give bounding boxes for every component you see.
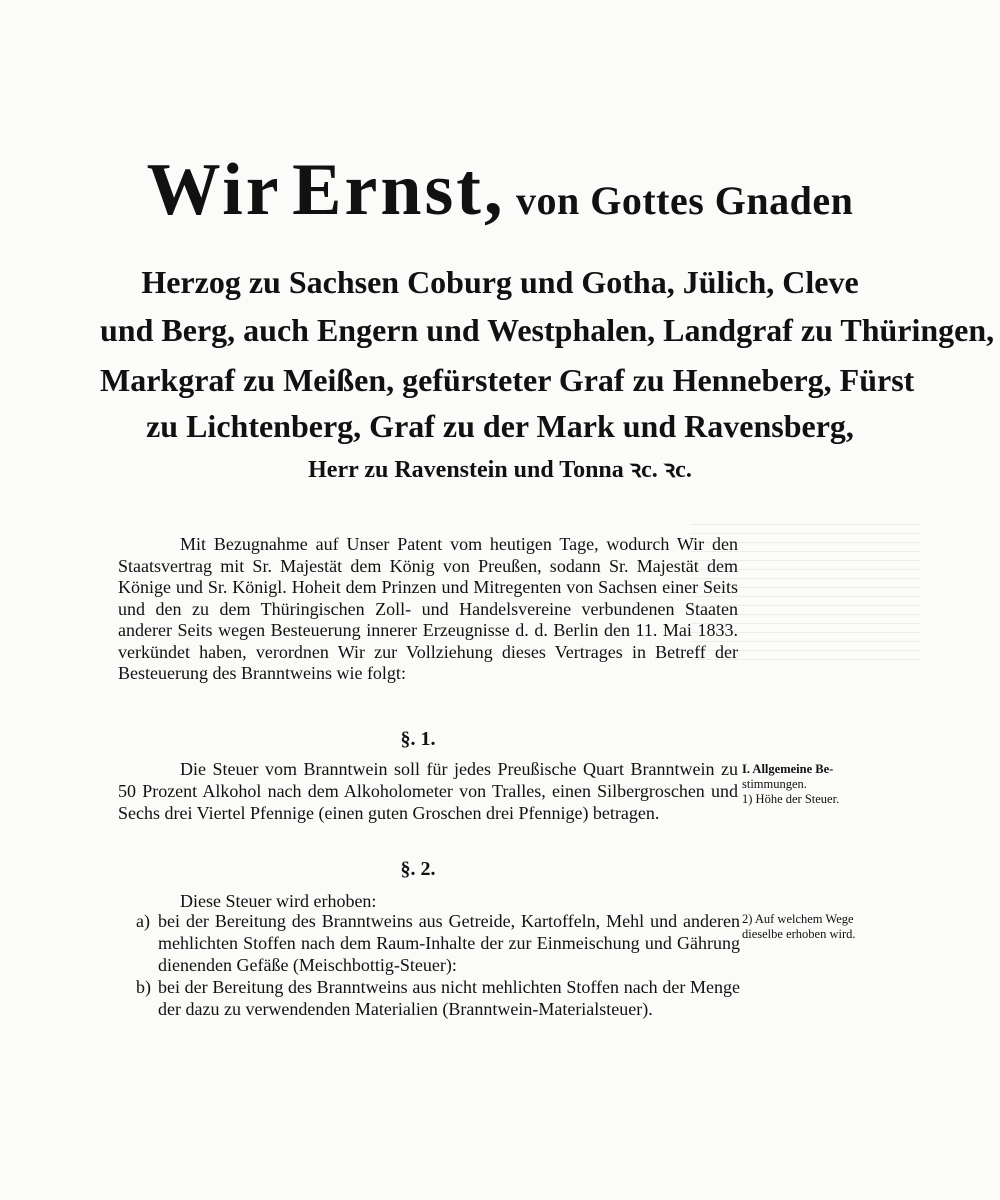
margin-note-1 (742, 762, 894, 807)
heading-line-4: Markgraf zu Meißen, gefürsteter Graf zu Henneberg, Fürst (100, 362, 915, 398)
heading-wir: Wir (146, 149, 282, 231)
heading-ernst: Ernst, (292, 149, 506, 231)
section-2-lead: Diese Steuer wird erhoben: (180, 891, 377, 911)
heading-gottes-gnaden: von Gottes Gnaden (515, 178, 854, 223)
section-2-list (136, 910, 740, 1020)
list-item (136, 976, 740, 1020)
heading-line-2: Herzog zu Sachsen Coburg und Gotha, Jülich, Cleve (141, 264, 859, 300)
margin-note-2-line: 2) Auf welchem Wege (742, 912, 854, 926)
section-2-mark: §. 2. (400, 858, 436, 880)
list-item (136, 910, 740, 976)
margin-note-1-line: I. Allgemeine Be- (742, 762, 834, 776)
margin-note-1-line: 1) Höhe der Steuer. (742, 792, 840, 806)
list-item-text: bei der Bereitung des Branntweins aus Getreide, Kartoffeln, Mehl und anderen mehlichten Stoffen nach dem Raum-Inhalte der zur Einmeischung und Gährung dienenden Gefäße (Meischbottig-Steuer): (158, 911, 740, 975)
heading-line-3: und Berg, auch Engern und Westphalen, Landgraf zu Thüringen, (100, 312, 995, 348)
margin-note-2-line: dieselbe erhoben wird. (742, 927, 856, 941)
heading-line-1 (100, 150, 900, 241)
list-item-marker: b) (136, 977, 151, 997)
heading-line-6: Herr zu Ravenstein und Tonna ꝛc. ꝛc. (308, 457, 692, 483)
section-1-mark: §. 1. (400, 728, 436, 750)
margin-note-1-line: stimmungen. (742, 777, 807, 791)
list-item-marker: a) (136, 911, 150, 931)
list-item-text: bei der Bereitung des Branntweins aus nicht mehlichten Stoffen nach der Menge der dazu zu verwendenden Materialien (Branntwein-Materialsteuer). (158, 977, 740, 1019)
section-1-text: Die Steuer vom Branntwein soll für jedes Preußische Quart Branntwein zu 50 Prozent Alkohol nach dem Alkoholometer von Tralles, einen Silbergroschen und Sechs drei Viertel Pfennige (einen guten Groschen drei Pfennige) betragen. (118, 759, 738, 823)
margin-note-2 (742, 912, 894, 942)
intro-paragraph: Mit Bezugnahme auf Unser Patent vom heutigen Tage, wodurch Wir den Staatsvertrag mit Sr. Majestät dem König von Preußen, sodann Sr. Majestät dem Könige und Sr. Königl. Hoheit dem Prinzen und Mitregenten von Sachsen einer Seits und den zu dem Thüringischen Zoll- und Handelsvereine verbundenen Staaten anderer Seits wegen Besteuerung innerer Erzeugnisse d. d. Berlin den 11. Mai 1833. verkündet haben, verordnen Wir zur Vollziehung dieses Vertrages in Betreff der Besteuerung des Branntweins wie folgt: (118, 534, 738, 683)
heading-line-5: zu Lichtenberg, Graf zu der Mark und Ravensberg, (146, 408, 854, 444)
